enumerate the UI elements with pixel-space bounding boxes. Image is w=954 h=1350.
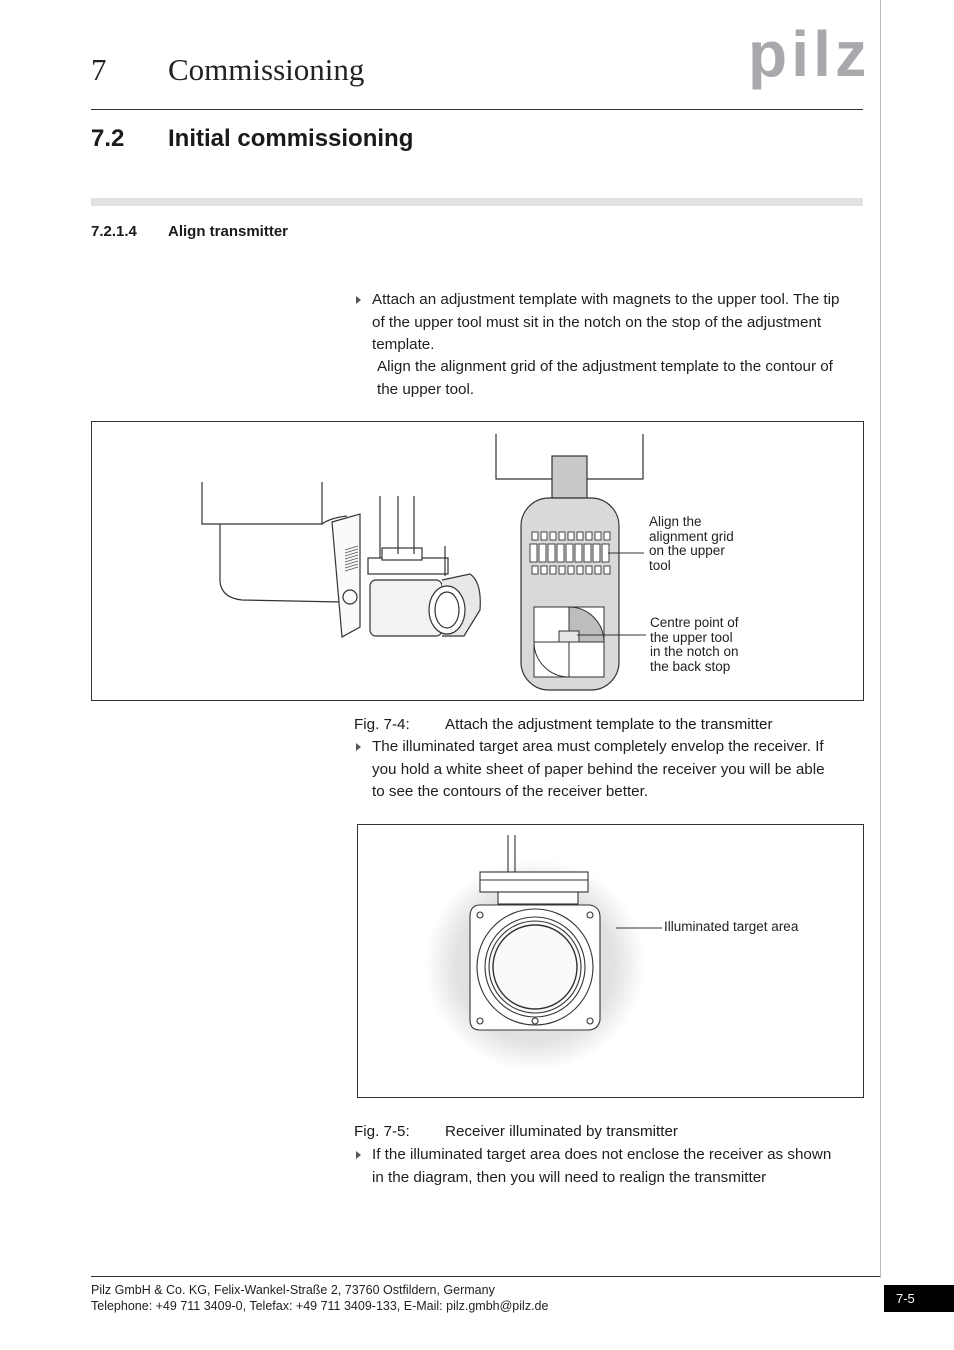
transmitter-template-illustration [92,422,863,700]
note-line: the upper tool. [377,380,475,398]
figure-7-4-label: Fig. 7-4: [354,716,410,733]
callout-align-grid [649,515,734,573]
step-2-line: you hold a white sheet of paper behind the receiver you will be able [372,760,825,778]
bullet-arrow-icon [356,296,361,304]
callout-line: in the notch on [650,644,739,659]
callout-line: Centre point of [650,615,739,630]
figure-7-5 [357,824,864,1098]
footer-rule [91,1276,880,1277]
callout-line: Align the [649,514,702,529]
figure-7-4-caption: Attach the adjustment template to the transmitter [445,716,773,733]
pilz-logo [748,26,864,99]
callout-line: on the upper [649,543,725,558]
figure-7-4 [91,421,864,701]
svg-text:pilz: pilz [748,26,864,90]
right-margin-rule [880,0,881,1278]
footer-contact: Telephone: +49 711 3409-0, Telefax: +49 711 3409-133, E-Mail: pilz.gmbh@pilz.de [91,1299,549,1313]
page-number: 7-5 [884,1285,954,1312]
receiver-illustration [358,825,863,1097]
section-divider-bar [91,198,863,206]
step-3-text [372,1144,831,1189]
step-1-note [377,356,833,401]
callout-illuminated-area: Illuminated target area [664,919,799,934]
step-1-line: of the upper tool must sit in the notch on the stop of the adjustment [372,313,822,331]
callout-centre-point [650,616,739,674]
chapter-title: Commissioning [168,52,365,87]
step-1-line: Attach an adjustment template with magnets to the upper tool. The tip [372,291,840,308]
step-1-line: template. [372,336,435,353]
section-number: 7.2 [91,125,125,152]
section-title: Initial commissioning [168,125,414,152]
callout-line: the upper tool [650,629,733,645]
bullet-arrow-icon [356,743,361,751]
footer-address: Pilz GmbH & Co. KG, Felix-Wankel-Straße 2, 73760 Ostfildern, Germany [91,1283,495,1297]
step-3-line: If the illuminated target area does not enclose the receiver as shown [372,1146,832,1163]
figure-7-5-label: Fig. 7-5: [354,1123,410,1140]
callout-line: alignment grid [649,528,734,544]
step-1-text [372,289,839,357]
step-2-text [372,736,825,804]
subsection-title: Align transmitter [168,223,289,240]
bullet-arrow-icon [356,1151,361,1159]
figure-7-5-caption: Receiver illuminated by transmitter [445,1123,678,1140]
step-2-line: The illuminated target area must completely envelop the receiver. If [372,738,824,755]
callout-line: tool [649,557,671,573]
note-line: Align the alignment grid of the adjustment template to the contour of [377,358,833,375]
header-rule [91,109,863,110]
step-3-line: in the diagram, then you will need to realign the transmitter [372,1168,767,1186]
chapter-number: 7 [91,52,107,87]
subsection-number: 7.2.1.4 [91,223,137,240]
callout-line: the back stop [650,658,731,674]
step-2-line: to see the contours of the receiver better. [372,783,649,800]
